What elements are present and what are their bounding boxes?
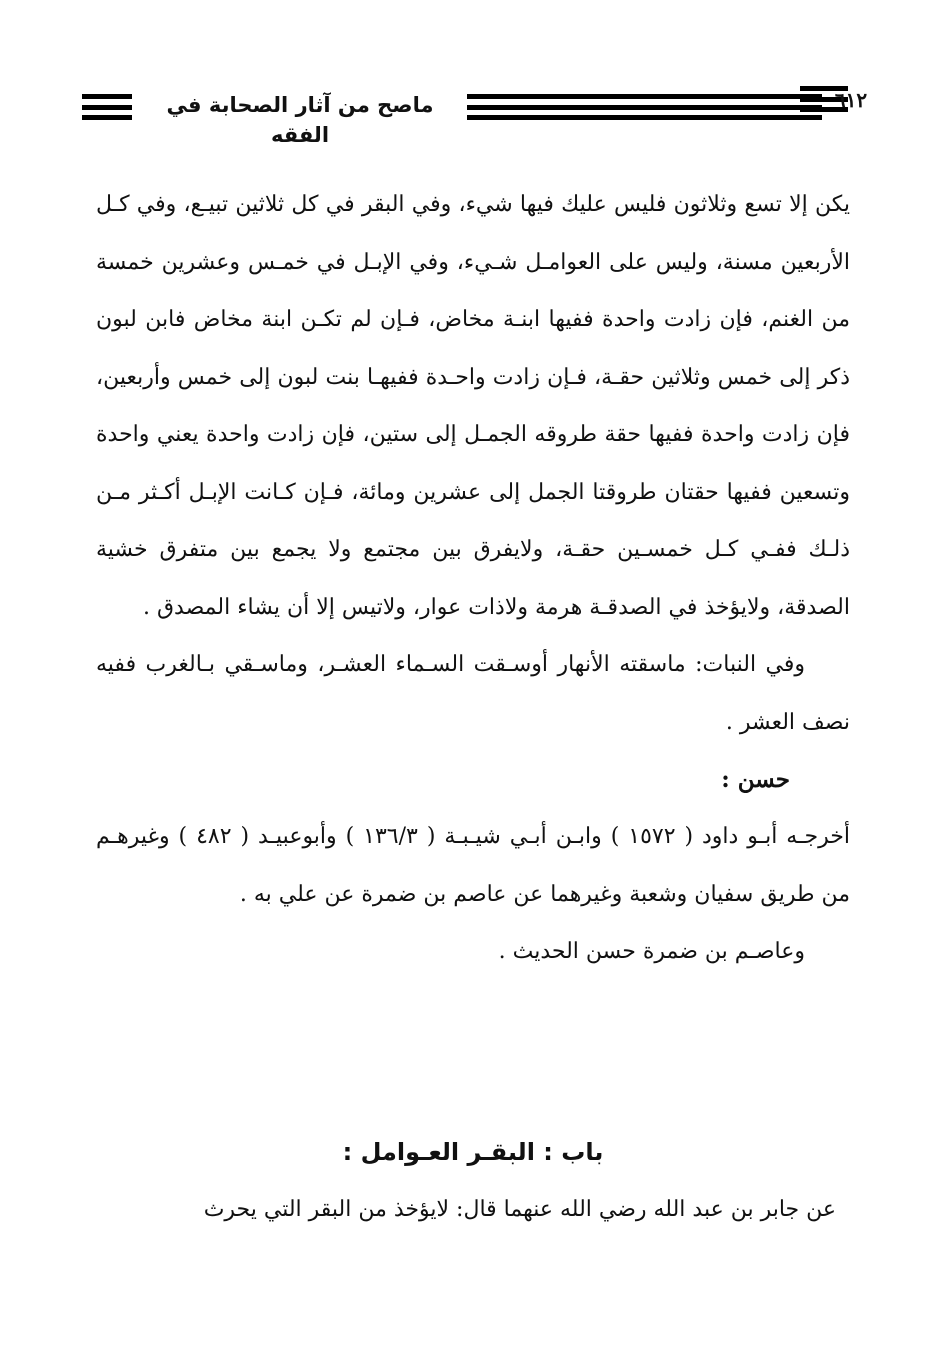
- running-title: ماصح من آثار الصحابة في الفقه: [166, 93, 434, 147]
- paragraph-jabir-narration: عن جابر بن عبد الله رضي الله عنهما قال: لايؤخذ من البقر التي يحرث: [203, 1197, 836, 1222]
- header-rule-left: [82, 94, 132, 120]
- paragraph-zakat-rules: يكن إلا تسع وثلاثون فليس عليك فيها شيء، وفي البقر في كل ثلاثين تبيـع، وفي كـل الأربعين مسنة، وليس على العوامـل شـيء، وفي الإبـل في خمـس وعشرين خمسة من الغنم، فإن زادت واحدة ففيها ابنـة مخاض، فـإن لم تكـن ابنة مخاض فابن لبون ذكر إلى خمس وثلاثين حقـة، فـإن زادت واحـدة ففيهـا بنت لبون إلى خمس وأربعين، فإن زادت واحدة ففيها حقة طروقه الجمـل إلى ستين، فإن زادت واحدة يعني واحدة وتسعين ففيها حقتان طروقتا الجمل إلى عشرين ومائة، فـإن كـانت الإبـل أكـثر مـن ذلـك ففـي كـل خمسـين حقـة، ولايفرق بين مجتمع ولا يجمع بين متفرق خشية الصدقة، ولايؤخذ في الصدقـة هرمة ولاذات عوار، ولاتيس إلا أن يشاء المصدق .: [96, 192, 850, 620]
- page-header: [82, 86, 868, 147]
- paragraph-plants: وفي النبات: ماسقته الأنهار أوسـقت السـماء العشـر، وماسـقي بـالغرب ففيه نصف العشر .: [96, 652, 850, 735]
- grading-heading: حسن :: [721, 766, 790, 793]
- header-rule-middle: [467, 94, 822, 120]
- main-text: [96, 176, 850, 981]
- page-number: ٦١٢: [834, 88, 868, 112]
- paragraph-narrator-note: وعاصـم بن ضمرة حسن الحديث .: [498, 939, 805, 964]
- chapter-heading: باب : البقـر العـوامل :: [342, 1138, 604, 1166]
- paragraph-takhrij: أخرجـه أبـو داود ( ١٥٧٢ ) وابـن أبـي شيـبـة ( ١٣٦/٣ ) وأبوعبيـد ( ٤٨٢ ) وغيرهـم من طريق سفيان وشعبة وغيرهما عن عاصم بن ضمرة عن علي به .: [96, 824, 850, 907]
